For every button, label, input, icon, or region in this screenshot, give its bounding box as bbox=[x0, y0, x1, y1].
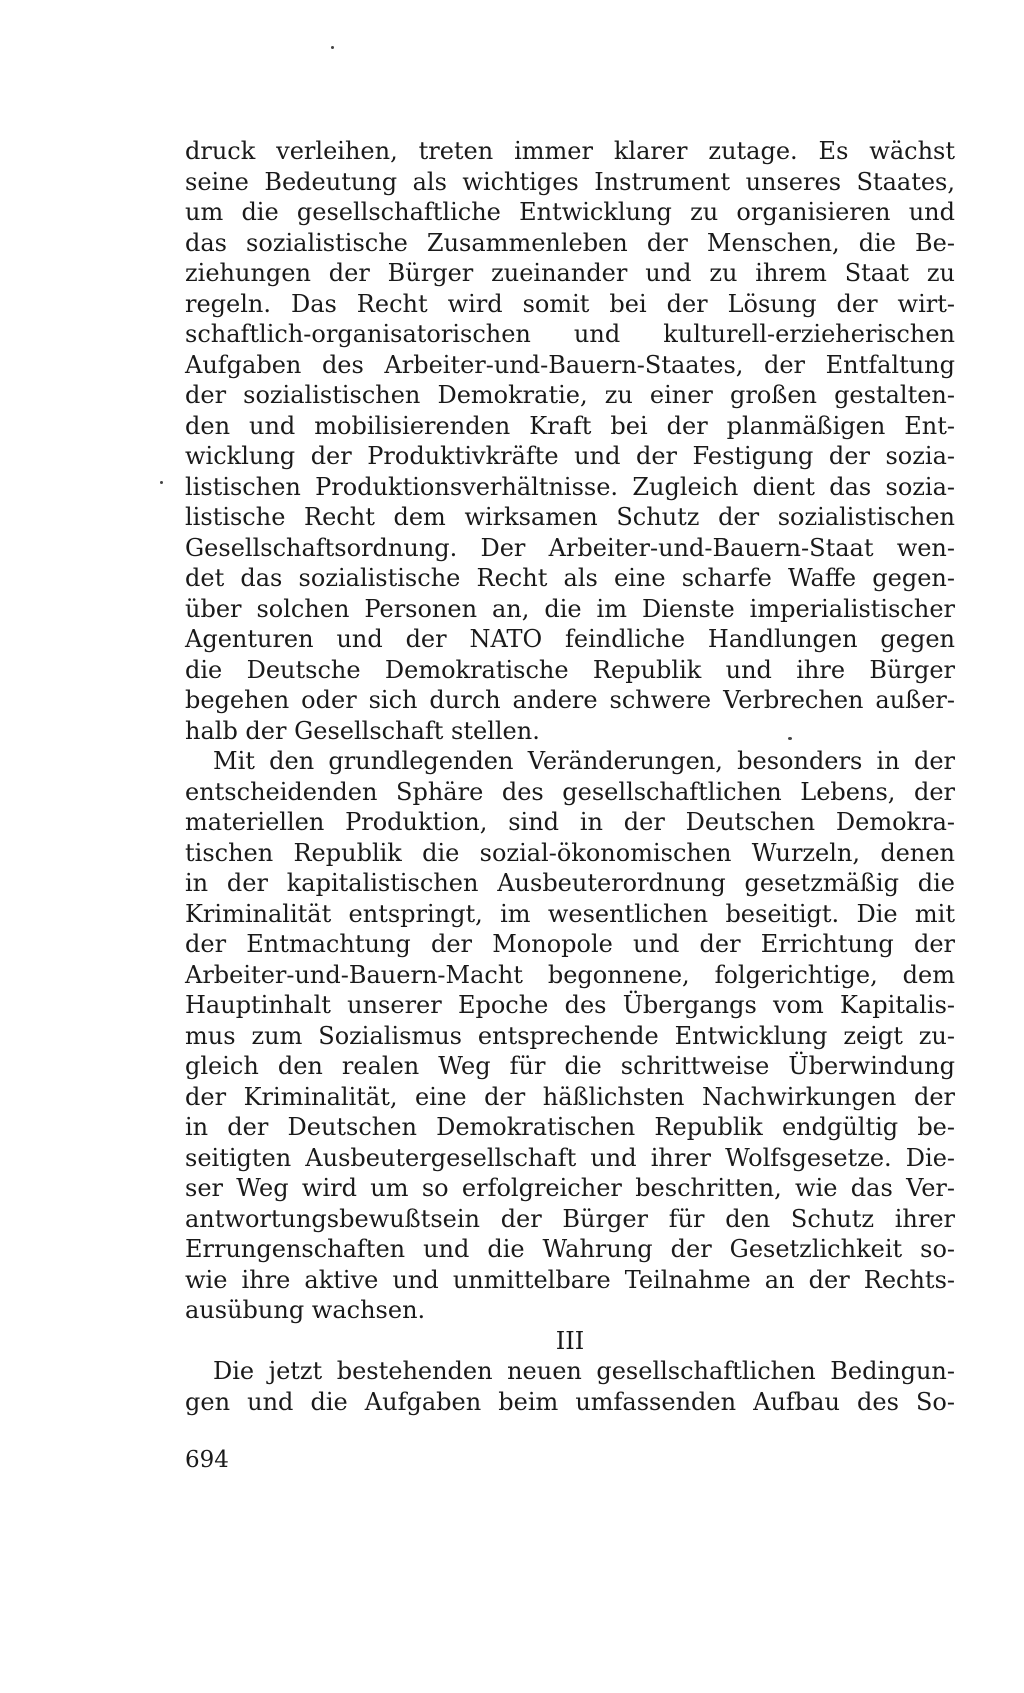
text-line: den und mobilisierenden Kraft bei der planmäßigen Ent- bbox=[185, 411, 955, 440]
text-line: Hauptinhalt unserer Epoche des Übergangs vom Kapitalis- bbox=[185, 991, 955, 1019]
body-text bbox=[185, 136, 955, 1417]
text-line: in der kapitalistischen Ausbeuterordnung gesetzmäßig die bbox=[185, 869, 955, 897]
text-line: gleich den realen Weg für die schrittweise Überwindung bbox=[185, 1052, 955, 1080]
text-line: seine Bedeutung als wichtiges Instrument unseres Staates, bbox=[185, 167, 955, 196]
text-line: gen und die Aufgaben beim umfassenden Aufbau des So- bbox=[185, 1387, 955, 1416]
text-line: begehen oder sich durch andere schwere Verbrechen außer- bbox=[185, 686, 955, 714]
text-line: der Kriminalität, eine der häßlichsten Nachwirkungen der bbox=[185, 1082, 955, 1111]
text-line: schaftlich-organisatorischen und kulturell-erzieherischen bbox=[185, 320, 955, 348]
text-line: ziehungen der Bürger zueinander und zu ihrem Staat zu bbox=[185, 259, 955, 287]
text-line: entscheidenden Sphäre des gesellschaftlichen Lebens, der bbox=[185, 777, 955, 806]
text-line: Mit den grundlegenden Veränderungen, besonders in der bbox=[213, 747, 955, 775]
text-line: über solchen Personen an, die im Dienste imperialistischer bbox=[185, 594, 955, 623]
text-line: Kriminalität entspringt, im wesentlichen beseitigt. Die mit bbox=[185, 899, 955, 928]
text-line: druck verleihen, treten immer klarer zutage. Es wächst bbox=[185, 137, 955, 165]
scan-speck bbox=[331, 46, 334, 49]
paragraph-3 bbox=[185, 1356, 955, 1417]
text-line: Aufgaben des Arbeiter-und-Bauern-Staates, der Entfaltung bbox=[185, 350, 955, 379]
text-line: Gesellschaftsordnung. Der Arbeiter-und-Bauern-Staat wen- bbox=[185, 533, 955, 562]
paragraph-1 bbox=[185, 136, 955, 746]
text-line: tischen Republik die sozial-ökonomischen Wurzeln, denen bbox=[185, 838, 955, 867]
text-line: in der Deutschen Demokratischen Republik endgültig be- bbox=[185, 1113, 955, 1141]
text-line: ser Weg wird um so erfolgreicher beschritten, wie das Ver- bbox=[185, 1174, 955, 1202]
page-number: 694 bbox=[185, 1447, 229, 1473]
text-line: listische Recht dem wirksamen Schutz der sozialistischen bbox=[185, 503, 955, 531]
text-line: das sozialistische Zusammenleben der Menschen, die Be- bbox=[185, 228, 955, 257]
text-line: um die gesellschaftliche Entwicklung zu organisieren und bbox=[185, 198, 955, 226]
text-line: die Deutsche Demokratische Republik und ihre Bürger bbox=[185, 655, 955, 684]
text-line: ausübung wachsen. bbox=[185, 1296, 426, 1324]
text-line: seitigten Ausbeutergesellschaft und ihrer Wolfsgesetze. Die- bbox=[185, 1143, 955, 1172]
text-line: der Entmachtung der Monopole und der Errichtung der bbox=[185, 930, 955, 958]
text-line: Errungenschaften und die Wahrung der Gesetzlichkeit so- bbox=[185, 1235, 955, 1263]
text-line: regeln. Das Recht wird somit bei der Lösung der wirt- bbox=[185, 289, 955, 318]
text-line: wicklung der Produktivkräfte und der Festigung der sozia- bbox=[185, 442, 955, 470]
section-heading: III bbox=[555, 1326, 585, 1355]
text-line: mus zum Sozialismus entsprechende Entwicklung zeigt zu- bbox=[185, 1021, 955, 1050]
text-line: der sozialistischen Demokratie, zu einer großen gestalten- bbox=[185, 381, 955, 409]
text-line: wie ihre aktive und unmittelbare Teilnahme an der Rechts- bbox=[185, 1265, 955, 1294]
text-line: halb der Gesellschaft stellen. bbox=[185, 716, 540, 745]
text-line: det das sozialistische Recht als eine scharfe Waffe gegen- bbox=[185, 564, 955, 592]
text-line: listischen Produktionsverhältnisse. Zugleich dient das sozia- bbox=[185, 472, 955, 501]
paragraph-2 bbox=[185, 746, 955, 1326]
text-line: Die jetzt bestehenden neuen gesellschaftlichen Bedingun- bbox=[213, 1357, 955, 1385]
text-line: Arbeiter-und-Bauern-Macht begonnene, folgerichtige, dem bbox=[185, 960, 955, 989]
text-line: Agenturen und der NATO feindliche Handlungen gegen bbox=[185, 625, 955, 653]
text-line: materiellen Produktion, sind in der Deutschen Demokra- bbox=[185, 808, 955, 836]
text-line: antwortungsbewußtsein der Bürger für den Schutz ihrer bbox=[185, 1204, 955, 1233]
scan-speck bbox=[160, 481, 163, 484]
